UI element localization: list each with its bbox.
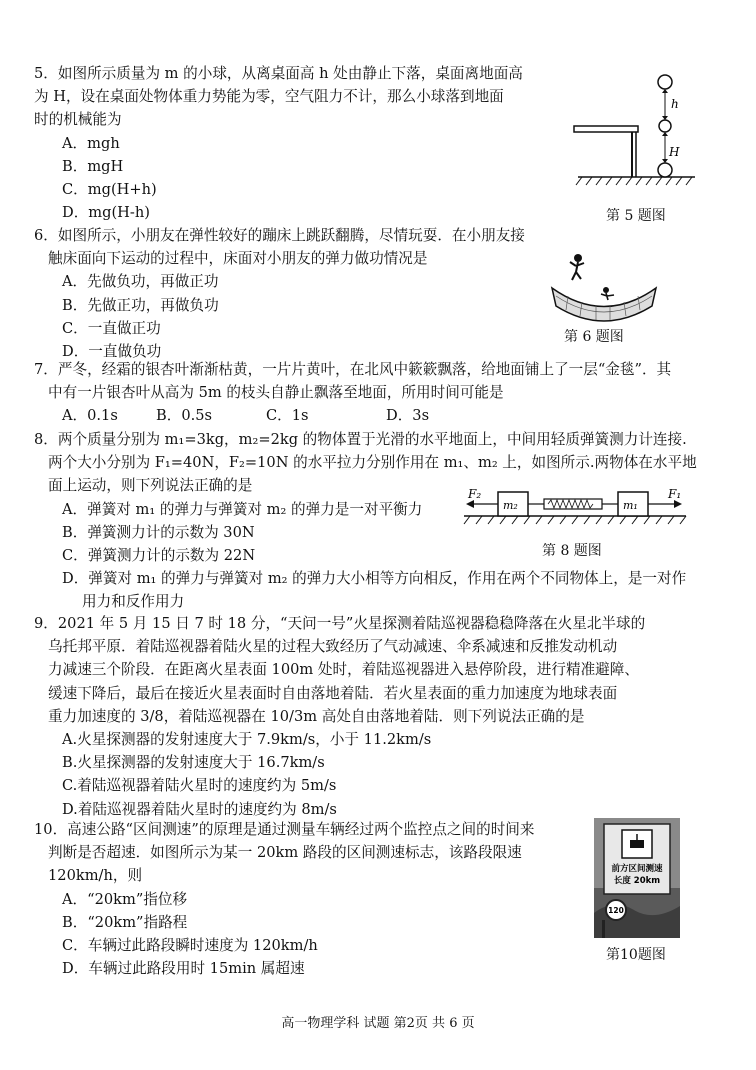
q6-option-c: C．一直做正功	[62, 319, 161, 337]
q9-stem: 重力加速度的 3/8，着陆巡视器在 10/3m 高处自由落地着陆．则下列说法正确的是	[48, 707, 585, 725]
q5-stem: 为 H，设在桌面处物体重力势能为零，空气阻力不计，那么小球落到地面	[34, 88, 504, 106]
q10-sign-line2: 长度 20km	[613, 876, 661, 886]
q6-option-d: D．一直做负功	[62, 343, 162, 361]
q5-option-b: B．mgH	[62, 157, 124, 175]
q8-option-d: D．弹簧对 m₁ 的弹力与弹簧对 m₂ 的弹力大小相等方向相反，作用在两个不同物体上，是一对作	[62, 570, 687, 588]
q9-option-d: D.着陆巡视器着陆火星时的速度约为 8m/s	[62, 800, 337, 818]
q8-option-d-cont: 用力和反作用力	[82, 593, 185, 611]
q7-option-b: B．0.5s	[156, 407, 213, 425]
q10-option-a: A．“20km”指位移	[62, 890, 188, 908]
q6-option-b: B．先做正功，再做负功	[62, 296, 219, 314]
q10-speed-sign-photo	[594, 818, 680, 938]
q6-stem: 触床面向下运动的过程中，床面对小朋友的弹力做功情况是	[48, 250, 428, 268]
q8-label-F1: F₁	[668, 487, 682, 501]
q5-label-H: H	[669, 145, 680, 159]
question-5	[34, 62, 523, 224]
q9-option-c: C.着陆巡视器着陆火星时的速度约为 5m/s	[62, 777, 337, 795]
q8-figure	[462, 484, 690, 530]
q9-stem: 力减速三个阶段．在距离火星表面 100m 处时，着陆巡视器进入悬停阶段，进行精准避障、	[48, 661, 639, 679]
q5-stem: 时的机械能为	[34, 111, 122, 129]
q10-sign-line1: 前方区间测速	[611, 864, 663, 874]
question-7	[34, 358, 671, 428]
q10-stem: 判断是否超速．如图所示为某一 20km 路段的区间测速标志，该路段限速	[48, 844, 522, 862]
q8-stem: 8．两个质量分别为 m₁=3kg，m₂=2kg 的物体置于光滑的水平地面上，中间用轻质弹簧测力计连接.	[34, 431, 687, 448]
q7-stem: 7．严冬，经霜的银杏叶渐渐枯黄，一片片黄叶，在北风中簌簌飘落，给地面铺上了一层“金毯”．其	[34, 361, 672, 378]
q7-options	[34, 404, 671, 427]
q10-stem: 120km/h，则	[48, 867, 143, 885]
q6-caption: 第 6 题图	[564, 329, 624, 345]
q9-option-a: A.火星探测器的发射速度大于 7.9km/s，小于 11.2km/s	[62, 731, 432, 749]
q8-option-b: B．弹簧测力计的示数为 30N	[62, 523, 255, 541]
q8-caption: 第 8 题图	[542, 543, 602, 559]
q5-option-c: C．mg(H+h)	[62, 181, 157, 199]
question-6	[34, 224, 525, 363]
q8-option-a: A．弹簧对 m₁ 的弹力与弹簧对 m₂ 的弹力是一对平衡力	[62, 500, 423, 518]
q6-option-a: A．先做负功，再做正功	[62, 273, 219, 291]
q7-option-a: A．0.1s	[62, 407, 118, 425]
q9-option-b: B.火星探测器的发射速度大于 16.7km/s	[62, 754, 325, 772]
q8-stem: 面上运动，则下列说法正确的是	[48, 477, 253, 495]
q9-stem: 缓速下降后，最后在接近火星表面时自由落地着陆．若火星表面的重力加速度为地球表面	[48, 684, 618, 702]
q5-option-a: A．mgh	[62, 134, 120, 152]
q8-option-c: C．弹簧测力计的示数为 22N	[62, 547, 256, 565]
q10-option-d: D．车辆过此路段用时 15min 属超速	[62, 960, 305, 978]
q5-caption: 第 5 题图	[606, 208, 666, 224]
question-10	[34, 818, 535, 980]
q7-option-c: C．1s	[266, 407, 309, 425]
q10-option-b: B．“20km”指路程	[62, 913, 188, 931]
page-footer: 高一物理学科 试题 第2页 共 6 页	[281, 1016, 475, 1031]
q8-label-F2: F₂	[468, 487, 482, 501]
q6-stem: 6．如图所示，小朋友在弹性较好的蹦床上跳跃翻腾，尽情玩耍．在小朋友接	[34, 227, 525, 244]
q8-label-m2: m₂	[503, 499, 518, 512]
q9-stem: 9．2021 年 5 月 15 日 7 时 18 分，“天问一号”火星探测着陆巡视器稳稳降落在火星北半球的	[34, 615, 646, 632]
q10-stem: 10．高速公路“区间测速”的原理是通过测量车辆经过两个监控点之间的时间来	[34, 821, 535, 838]
q10-caption: 第10题图	[606, 947, 666, 963]
q5-figure	[570, 64, 700, 194]
question-9	[34, 612, 645, 821]
q7-stem: 中有一片银杏叶从高为 5m 的枝头自静止飘落至地面，所用时间可能是	[48, 384, 504, 402]
q8-stem: 两个大小分别为 F₁=40N，F₂=10N 的水平拉力分别作用在 m₁、m₂ 上，如图所示.两物体在水平地	[48, 454, 697, 472]
q7-option-d: D．3s	[386, 407, 430, 425]
q5-label-h: h	[671, 97, 679, 111]
q6-trampoline-figure	[548, 250, 660, 324]
q10-option-c: C．车辆过此路段瞬时速度为 120km/h	[62, 937, 318, 955]
q10-sign-limit: 120	[608, 906, 624, 915]
q8-label-m1: m₁	[623, 499, 638, 512]
q9-stem: 乌托邦平原．着陆巡视器着陆火星的过程大致经历了气动减速、伞系减速和反推发动机动	[48, 638, 618, 656]
q5-stem: 5．如图所示质量为 m 的小球，从离桌面高 h 处由静止下落，桌面离地面高	[34, 65, 523, 82]
q5-option-d: D．mg(H-h)	[62, 204, 150, 222]
